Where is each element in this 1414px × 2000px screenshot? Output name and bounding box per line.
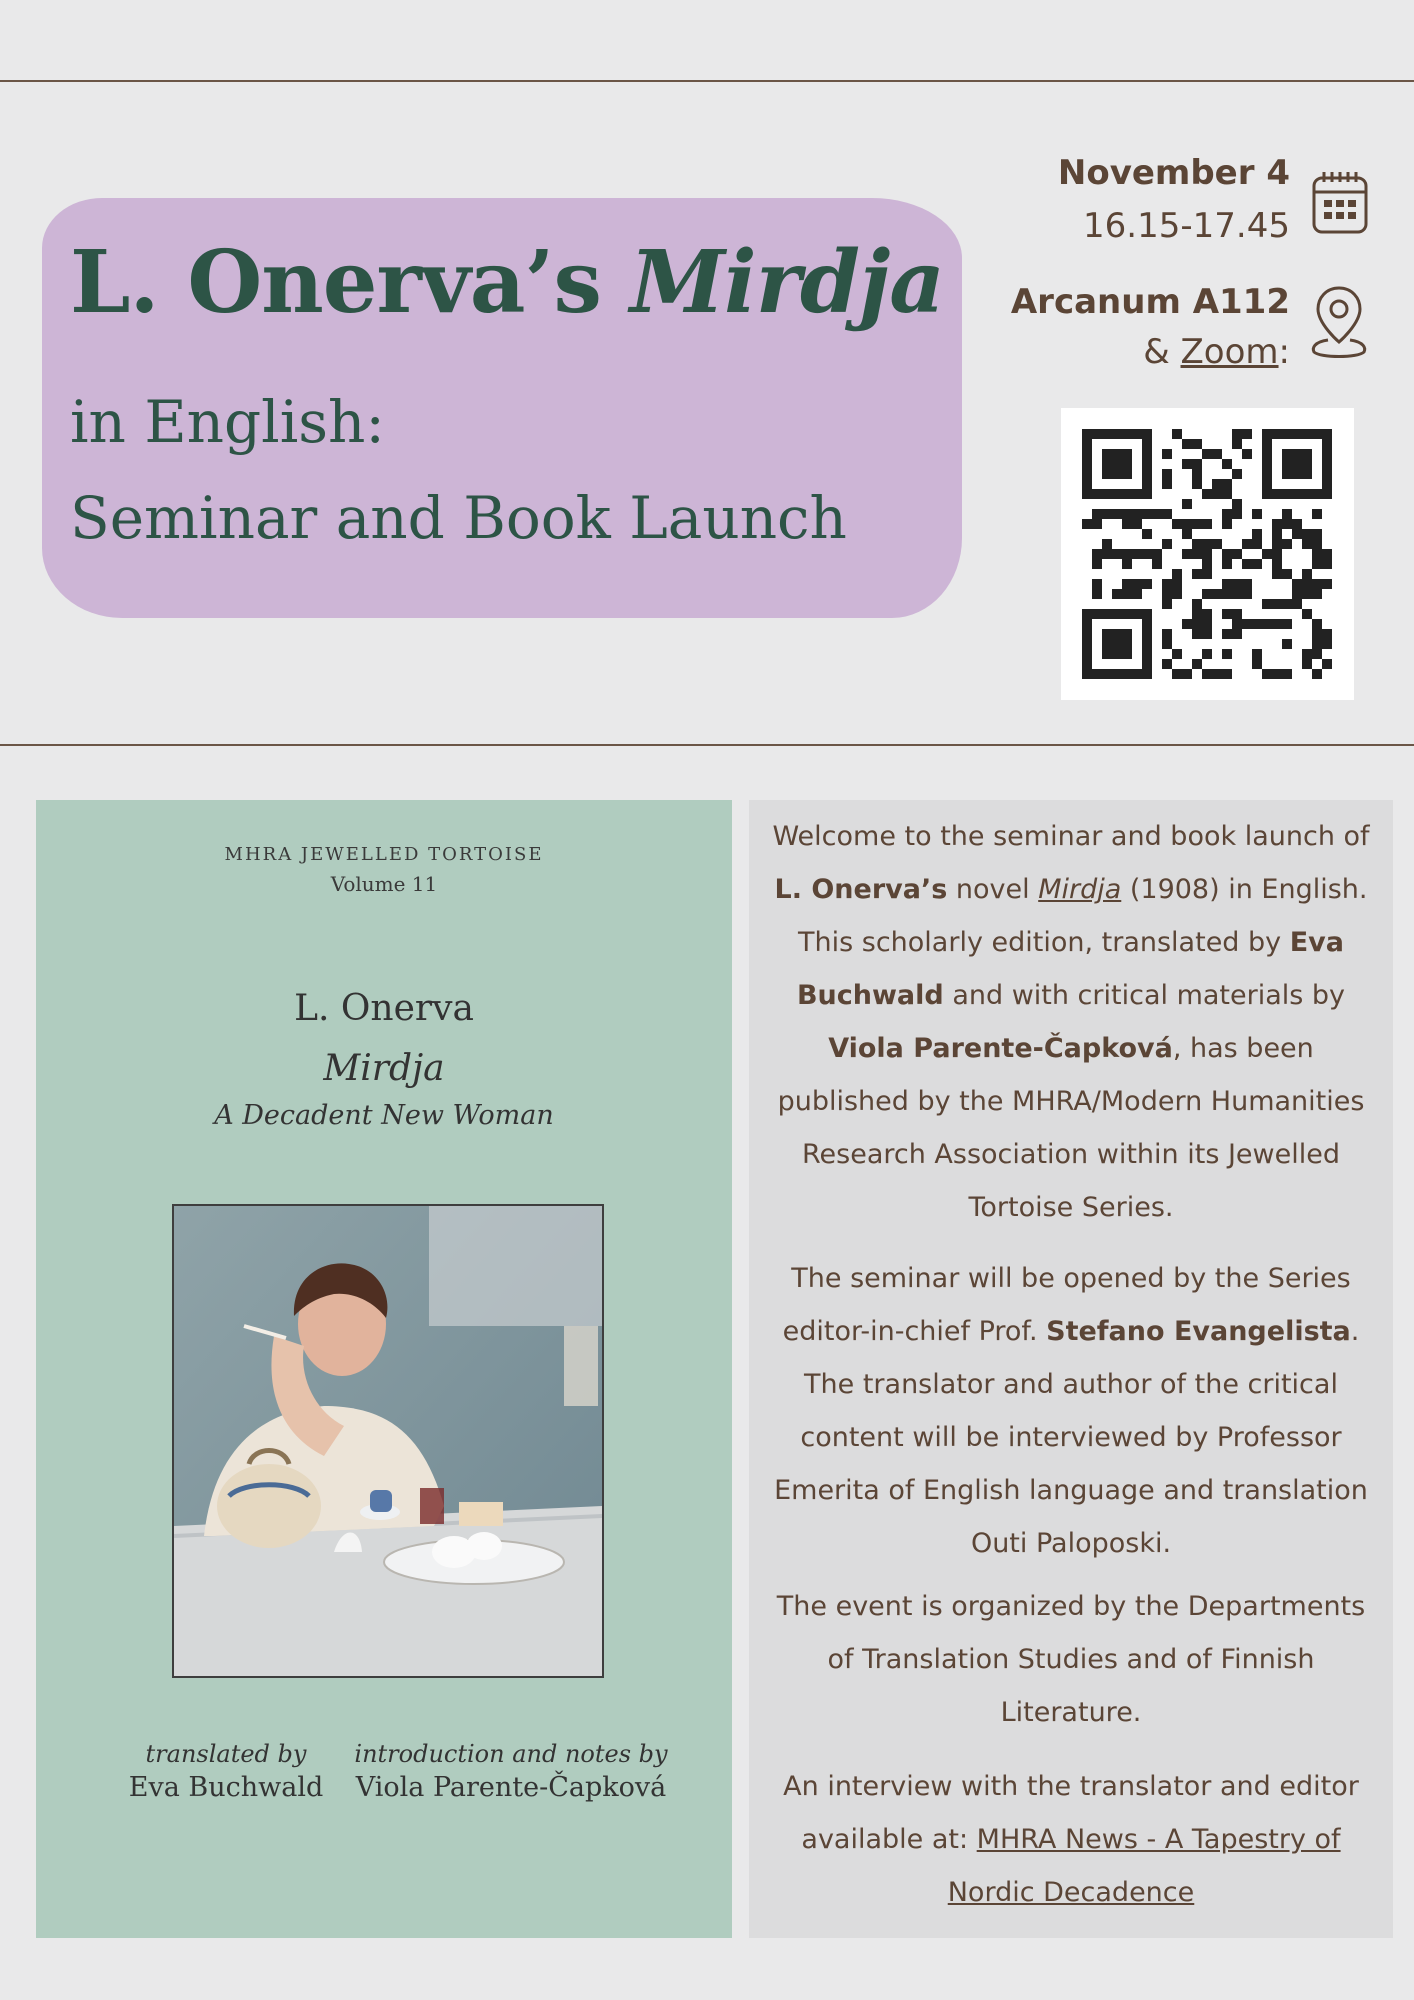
p1-translator: Eva Buchwald: [796, 927, 1344, 1011]
cover-translator-credit: [114, 1740, 338, 1803]
p4-text-a: An interview with the translator and editor available at:: [783, 1771, 1359, 1855]
translator-name: Eva Buchwald: [128, 1772, 324, 1803]
map-pin-icon: [1308, 282, 1370, 360]
editor-role: introduction and notes by: [354, 1740, 668, 1768]
event-online: [1143, 332, 1290, 372]
translator-role: translated by: [145, 1740, 307, 1768]
online-suffix: :: [1278, 332, 1290, 372]
book-cover: [36, 800, 732, 1938]
cover-painting: [172, 1204, 604, 1678]
qr-code[interactable]: [1061, 408, 1354, 700]
description-paragraph-1: [769, 810, 1373, 1234]
p2-text-a: The seminar will be opened by the Series editor-in-chief Prof.: [782, 1263, 1351, 1347]
p2-editor-in-chief: Stefano Evangelista: [1046, 1316, 1351, 1347]
p1-text-a: Welcome to the seminar and book launch of: [772, 821, 1370, 852]
event-location: Arcanum A112: [1010, 282, 1290, 322]
cover-author: L. Onerva: [294, 988, 474, 1029]
p1-work-link[interactable]: Mirdja: [1038, 874, 1122, 905]
cover-title: Mirdja: [323, 1048, 445, 1089]
subtitle-line-2: Seminar and Book Launch: [70, 484, 847, 552]
p2-text-b: . The translator and author of the critical content will be interviewed by Professor Emerita of English language and translation Outi Paloposki.: [774, 1316, 1368, 1559]
description-paragraph-4: [769, 1760, 1373, 1919]
zoom-link[interactable]: Zoom: [1180, 332, 1279, 372]
title-author: L. Onerva’s: [70, 232, 601, 333]
event-date: November 4: [1057, 153, 1290, 193]
p1-text-b: novel: [947, 874, 1039, 905]
editor-name: Viola Parente-Čapková: [355, 1772, 667, 1803]
event-time: 16.15-17.45: [1083, 206, 1290, 246]
p1-text-d: and with critical materials by: [943, 980, 1346, 1011]
cover-editor-credit: [338, 1740, 684, 1803]
cover-series: MHRA JEWELLED TORTOISE: [224, 844, 544, 865]
description-paragraph-2: [769, 1252, 1373, 1570]
cover-subtitle: A Decadent New Woman: [214, 1100, 554, 1131]
title-work: Mirdja: [629, 232, 944, 333]
middle-divider: [0, 744, 1414, 746]
description-paragraph-3: The event is organized by the Departments of Translation Studies and of Finnish Literature.: [776, 1591, 1366, 1728]
p1-text-c: (1908) in English. This scholarly edition, translated by: [798, 874, 1368, 958]
description-panel: [749, 800, 1393, 1938]
painting-image: [174, 1206, 602, 1676]
qr-code-image: [1061, 408, 1354, 700]
top-divider: [0, 80, 1414, 82]
mhra-news-link[interactable]: MHRA News - A Tapestry of Nordic Decadence: [947, 1824, 1341, 1908]
p1-editor: Viola Parente-Čapková: [828, 1033, 1173, 1064]
online-prefix: &: [1143, 332, 1181, 372]
p1-author: L. Onerva’s: [774, 874, 948, 905]
p1-text-e: , has been published by the MHRA/Modern Humanities Research Association within its Jewelled Tortoise Series.: [777, 1033, 1365, 1223]
page-title: [70, 232, 944, 333]
subtitle-line-1: in English:: [70, 388, 385, 456]
cover-volume: Volume 11: [330, 872, 438, 896]
calendar-icon: [1310, 170, 1370, 236]
